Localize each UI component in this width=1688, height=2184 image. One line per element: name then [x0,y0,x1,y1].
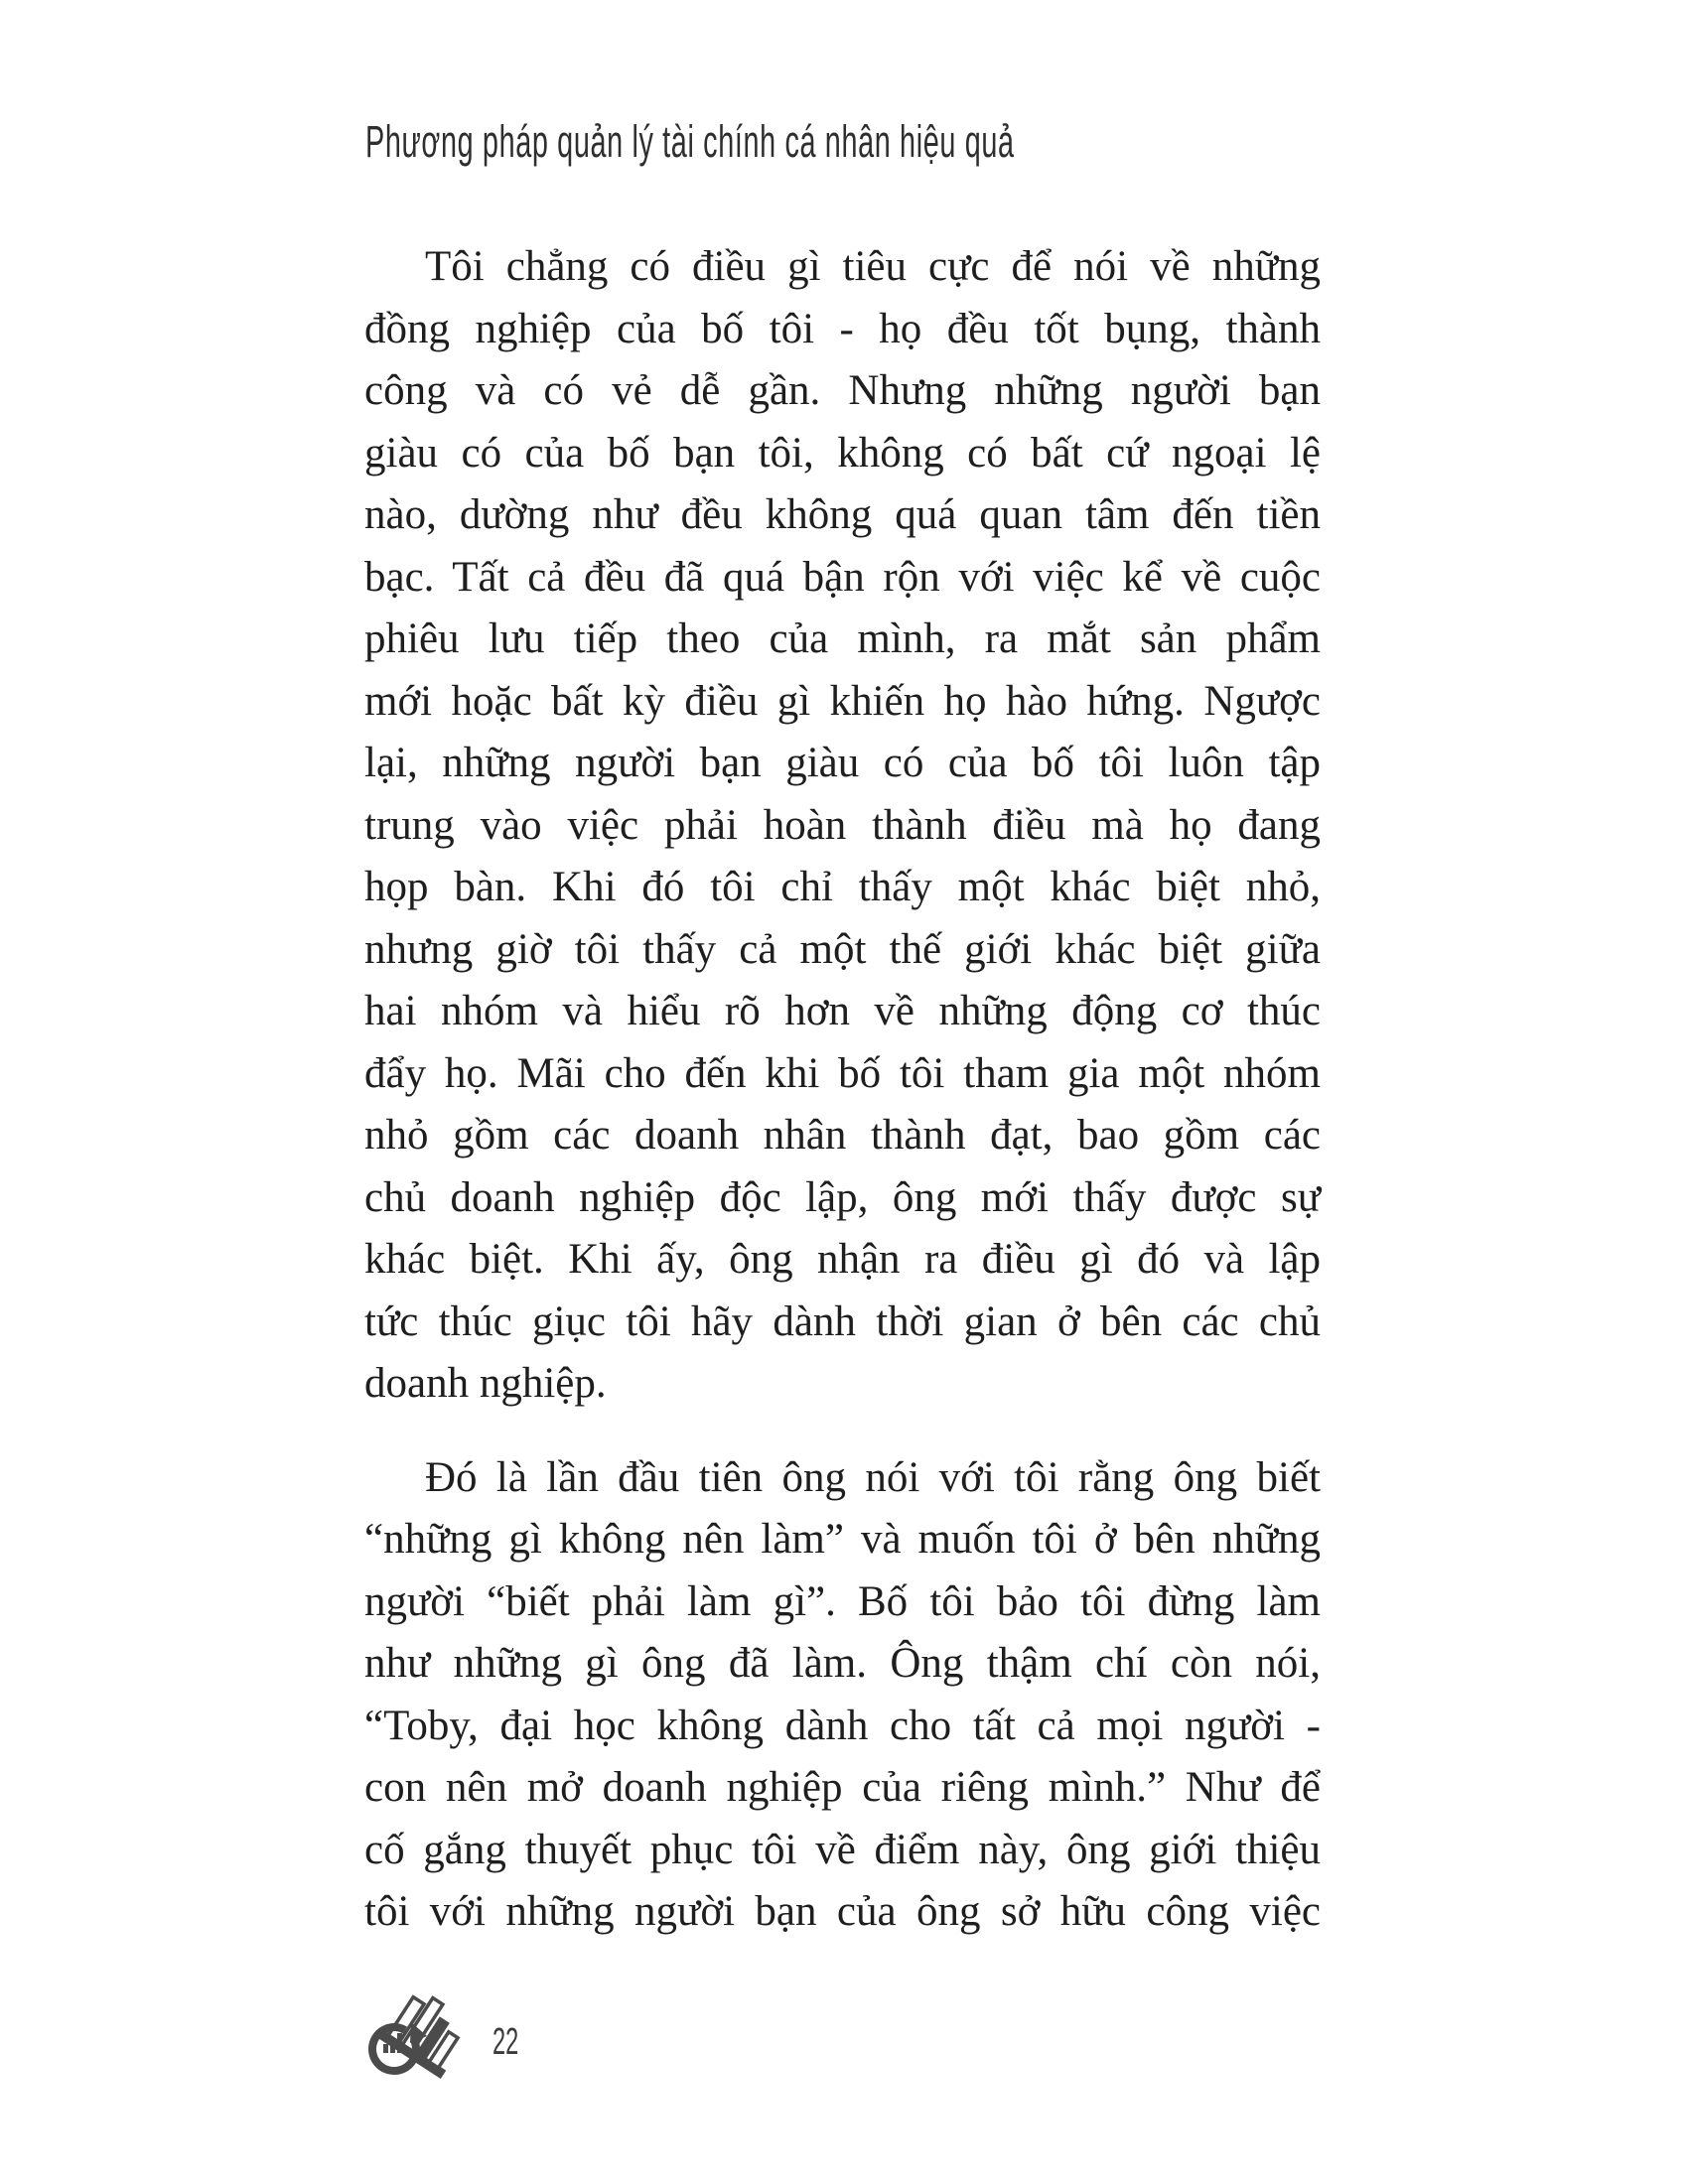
paragraph [364,236,1321,1416]
text-line: giàu có của bố bạn tôi, không có bất cứ ngoại lệ [364,429,1321,477]
text-line: con nên mở doanh nghiệp của riêng mình.” Như để [364,1764,1321,1811]
text-line: nào, dường như đều không quá quan tâm đến tiền [364,491,1321,538]
text-line: đồng nghiệp của bố tôi - họ đều tốt bụng, thành [364,305,1321,352]
text-line: hai nhóm và hiểu rõ hơn về những động cơ thúc [364,988,1321,1034]
text-line: “Toby, đại học không dành cho tất cả mọi người - [364,1702,1321,1749]
text-line: trung vào việc phải hoàn thành điều mà họ đang [364,801,1321,849]
text-line: người “biết phải làm gì”. Bố tôi bảo tôi đừng làm [364,1577,1321,1625]
text-line: họp bàn. Khi đó tôi chỉ thấy một khác biệt nhỏ, [364,864,1321,910]
text-line: Đó là lần đầu tiên ông nói với tôi rằng ông biết [425,1453,1321,1501]
text-line: nhỏ gồm các doanh nhân thành đạt, bao gồm các [364,1112,1321,1159]
text-line: công và có vẻ dễ gần. Nhưng những người bạn [364,367,1321,414]
text-line: lại, những người bạn giàu có của bố tôi luôn tập [364,740,1321,786]
text-line: mới hoặc bất kỳ điều gì khiến họ hào hứng. Ngược [364,677,1321,725]
body-text [364,236,1321,1944]
page-number: 22 [492,2021,519,2063]
text-line: tôi với những người bạn của ông sở hữu công việc [364,1888,1321,1935]
text-line: nhưng giờ tôi thấy cả một thế giới khác biệt giữa [364,925,1321,973]
text-line: bạc. Tất cả đều đã quá bận rộn với việc kể về cuộc [364,553,1321,601]
text-line: phiêu lưu tiếp theo của mình, ra mắt sản phẩm [364,615,1321,662]
text-line: như những gì ông đã làm. Ông thậm chí còn nói, [364,1640,1321,1687]
page-footer [364,1991,762,2091]
text-line: “những gì không nên làm” và muốn tôi ở bên những [364,1516,1321,1563]
text-line: cố gắng thuyết phục tôi về điểm này, ông giới thiệu [364,1826,1321,1873]
running-header-text: Phương pháp quản lý tài chính cá nhân hiệu quả [365,116,1015,167]
publisher-logo-icon [364,1991,468,2081]
text-line: tức thúc giục tôi hãy dành thời gian ở bên các chủ [364,1297,1321,1345]
text-line: chủ doanh nghiệp độc lập, ông mới thấy được sự [364,1173,1321,1221]
text-line: doanh nghiệp. [364,1360,607,1407]
text-line: khác biệt. Khi ấy, ông nhận ra điều gì đó và lập [364,1236,1321,1283]
running-header [365,116,1379,167]
text-line: Tôi chẳng có điều gì tiêu cực để nói về những [425,243,1321,290]
paragraph [364,1447,1321,1944]
text-line: đẩy họ. Mãi cho đến khi bố tôi tham gia một nhóm [364,1049,1321,1097]
